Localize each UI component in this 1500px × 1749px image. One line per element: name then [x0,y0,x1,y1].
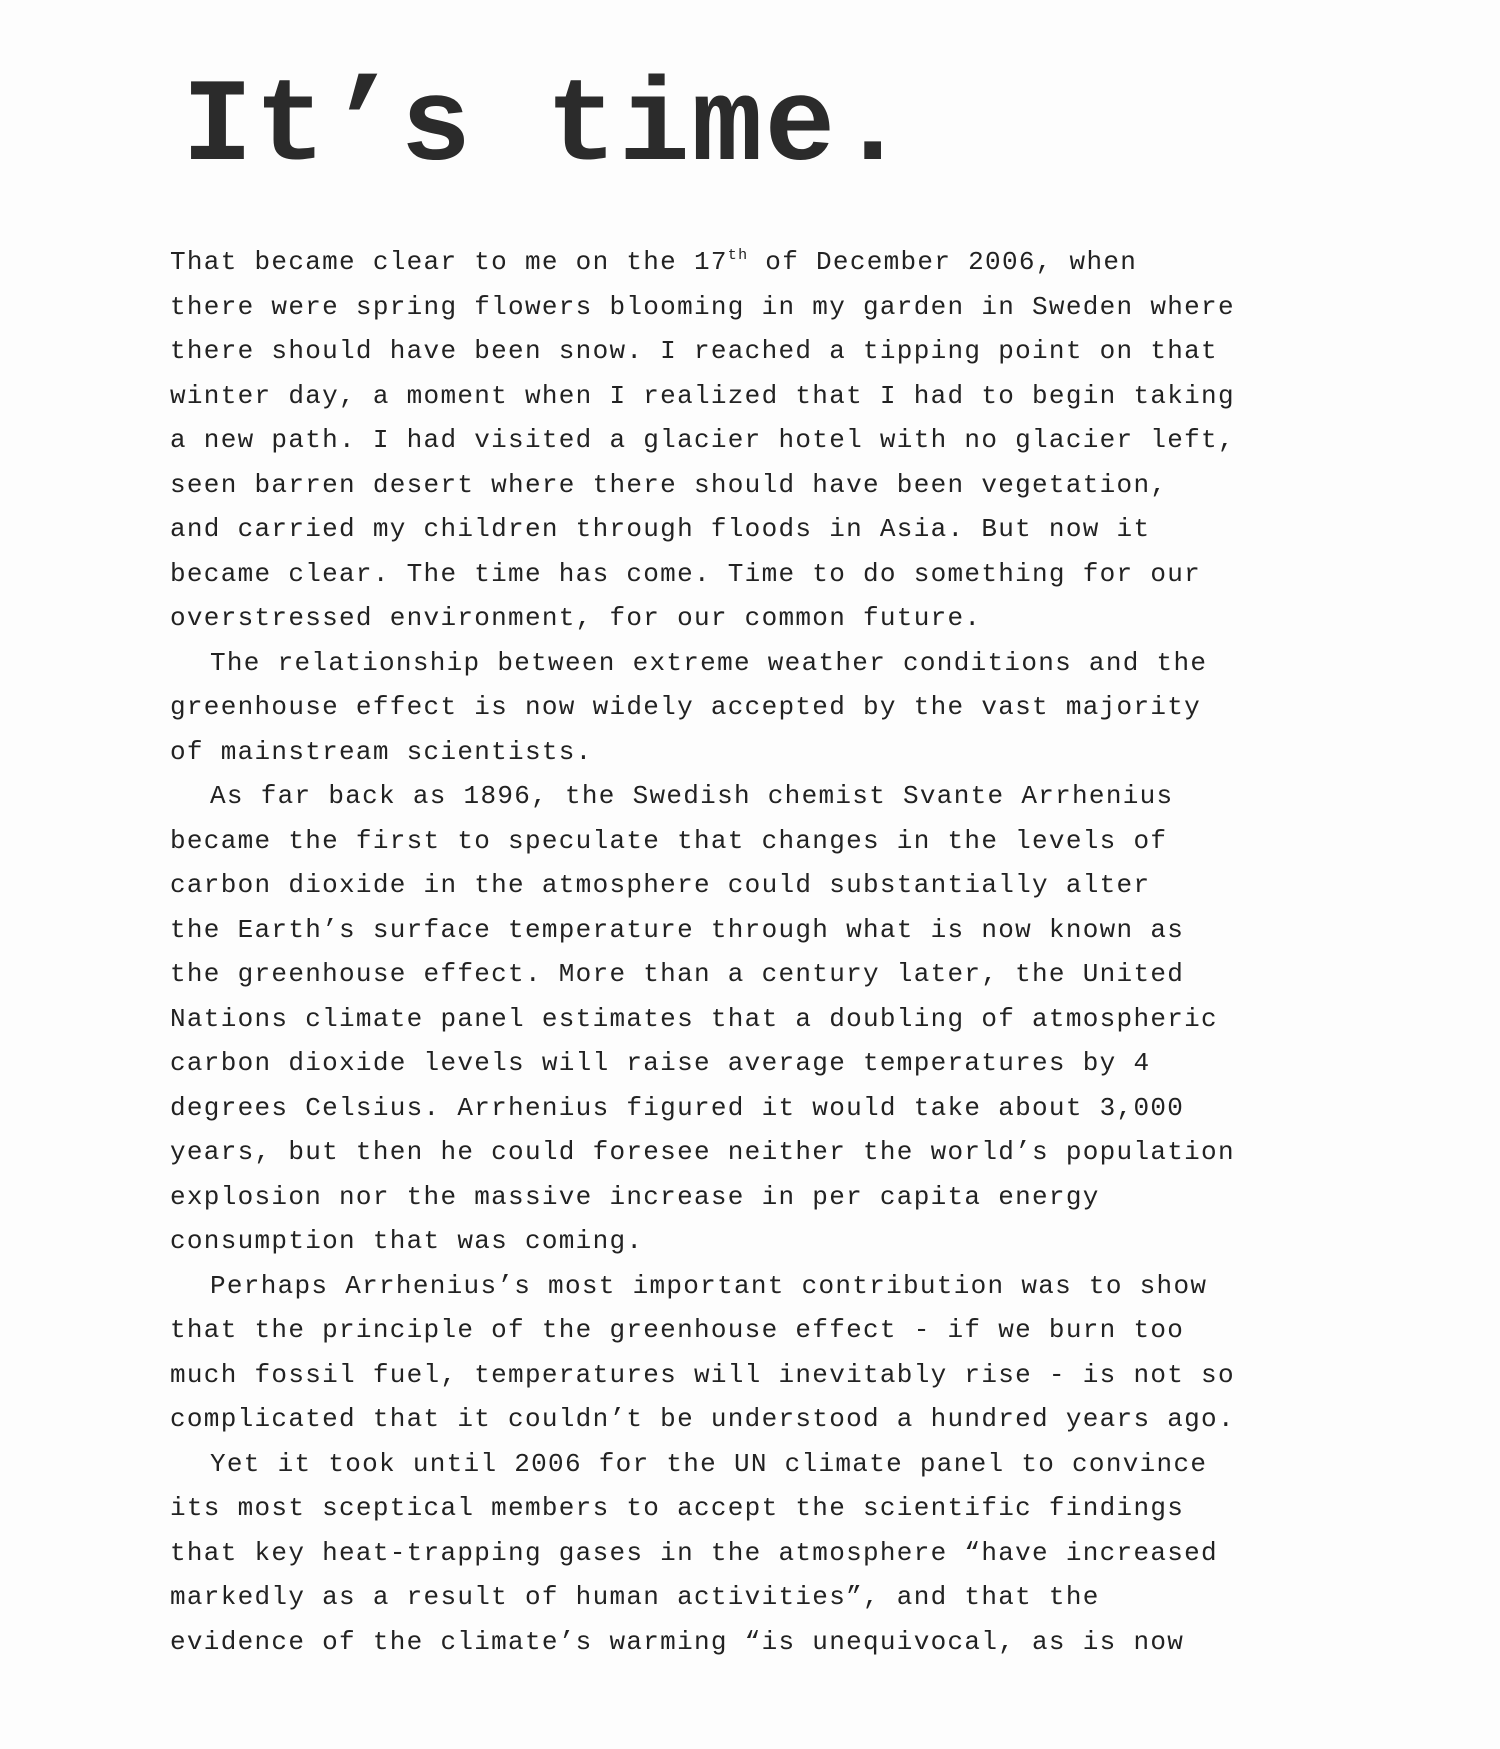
text-line: became clear. The time has come. Time to do something for our [170,558,1202,589]
paragraph [170,1442,1340,1665]
text-line: there should have been snow. I reached a tipping point on that [170,336,1218,366]
paragraph [170,641,1340,775]
text-line: carbon dioxide in the atmosphere could substantially alter [170,870,1151,900]
text-line: explosion nor the massive increase in per capita energy [170,1181,1100,1212]
text-line: That became clear to me on the 17th of December 2006, when [170,247,1138,277]
text-line: became the first to speculate that changes in the levels of [170,825,1168,856]
text-line: evidence of the climate’s warming “is unequivocal, as is now [170,1626,1185,1657]
text-line: much fossil fuel, temperatures will inevitably rise - is not so [170,1359,1235,1390]
text-line: degrees Celsius. Arrhenius figured it would take about 3,000 [170,1092,1185,1123]
text-line: there were spring flowers blooming in my garden in Sweden where [170,291,1235,322]
text-line: its most sceptical members to accept the scientific findings [170,1493,1185,1523]
text-line: Nations climate panel estimates that a doubling of atmospheric [170,1003,1218,1034]
text-line: As far back as 1896, the Swedish chemist Svante Arrhenius [210,781,1174,811]
text-line: carbon dioxide levels will raise average temperatures by 4 [170,1048,1151,1078]
text-line: a new path. I had visited a glacier hotel with no glacier left, [170,425,1235,455]
paragraph [170,1264,1340,1442]
text-line: of mainstream scientists. [170,736,593,767]
text-line: complicated that it couldn’t be understood a hundred years ago. [170,1404,1235,1434]
text-line: winter day, a moment when I realized that I had to begin taking [170,380,1235,411]
text-line: greenhouse effect is now widely accepted by the vast majority [170,692,1202,722]
text-line: overstressed environment, for our common future. [170,603,982,633]
text-line: that key heat-trapping gases in the atmosphere “have increased [170,1537,1218,1568]
text-line: The relationship between extreme weather conditions and the [210,647,1208,678]
text-line: and carried my children through floods in Asia. But now it [170,514,1151,544]
text-line: markedly as a result of human activities”, and that the [170,1582,1100,1612]
page-title: It’s time. [182,62,911,195]
text-line: years, but then he could foresee neither the world’s population [170,1137,1235,1167]
paragraph [170,240,1340,641]
text-line: the Earth’s surface temperature through what is now known as [170,914,1185,945]
body-text [170,240,1340,1664]
text-line: seen barren desert where there should have been vegetation, [170,469,1168,500]
text-line: consumption that was coming. [170,1226,644,1256]
text-line: Perhaps Arrhenius’s most important contribution was to show [210,1270,1208,1301]
text-line: Yet it took until 2006 for the UN climate panel to convince [210,1448,1208,1479]
text-line: the greenhouse effect. More than a century later, the United [170,959,1185,989]
paragraph [170,774,1340,1264]
text-line: that the principle of the greenhouse effect - if we burn too [170,1315,1185,1345]
